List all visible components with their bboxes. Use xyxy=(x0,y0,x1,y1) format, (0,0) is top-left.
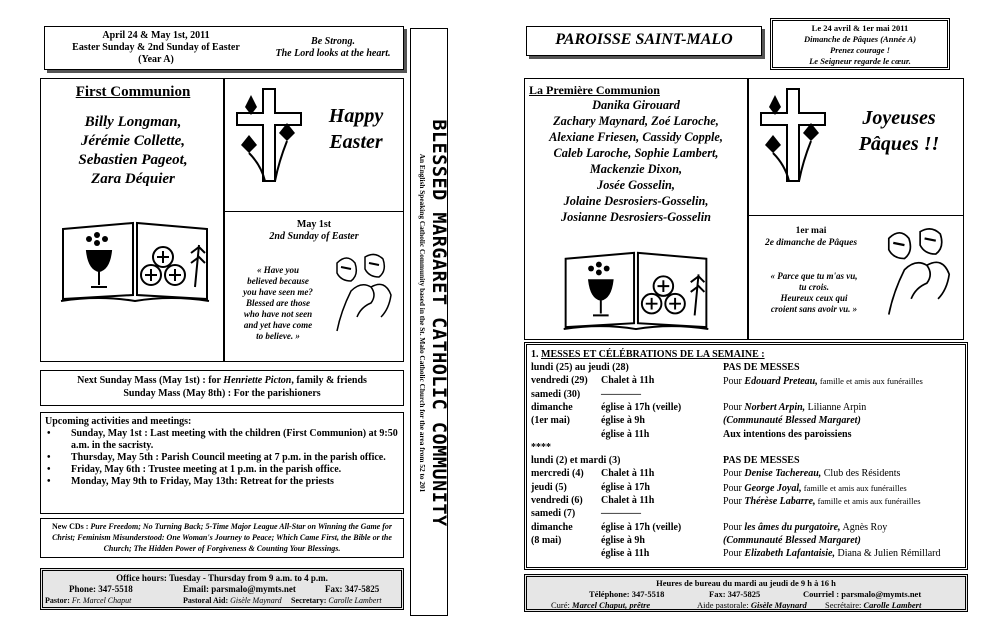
email-fr: Courriel : parsmalo@mymts.net xyxy=(803,589,922,599)
communicant-name: Jérémie Collette, xyxy=(80,133,186,149)
cure-name: Marcel Chaput, prêtre xyxy=(572,600,651,610)
parish-title: PAROISSE SAINT-MALO xyxy=(555,31,733,48)
schedule-place: ———— xyxy=(601,508,641,520)
left-header xyxy=(44,26,404,70)
schedule-intention: Aux intentions des paroissiens xyxy=(723,428,852,440)
schedule-row xyxy=(531,508,967,520)
quote-line: Heureux ceux qui xyxy=(780,293,848,303)
schedule-extra: famille et amis aux funérailles xyxy=(817,376,923,387)
schedule-row xyxy=(531,495,967,507)
mass-line-1-prefix: Next Sunday Mass (May 1st) : for xyxy=(77,375,224,386)
schedule-place: église à 17h (veille) xyxy=(601,401,682,413)
schedule-row xyxy=(531,429,967,441)
right-feature-box xyxy=(524,78,964,340)
aid-label: Pastoral Aid: xyxy=(183,596,231,605)
schedule-day: (8 mai) xyxy=(531,534,562,546)
pastor-label: Pastor: xyxy=(45,596,72,605)
quote-line: croient sans avoir vu. » xyxy=(770,304,858,314)
schedule-extra: famille et amis aux funérailles xyxy=(815,496,921,506)
schedule-extra: Club des Résidents xyxy=(821,468,901,480)
easter-cross-lilies-illustration xyxy=(231,85,307,185)
header-year: (Year A) xyxy=(138,54,174,65)
fax-fr: Fax: 347-5825 xyxy=(709,589,761,599)
office-hours-fr: Heures de bureau du mardi au jeudi de 9 h à 16 h xyxy=(656,578,836,588)
schedule-row xyxy=(531,468,967,480)
schedule-row xyxy=(531,482,967,494)
schedule-place: ———— xyxy=(601,388,641,400)
quote-line: believed because xyxy=(247,276,309,286)
schedule-day: samedi (7) xyxy=(531,508,576,520)
communicant-name: Alexiane Friesen, Cassidy Copple, xyxy=(549,130,723,144)
cure-label: Curé: xyxy=(551,600,573,610)
communicant-name: Billy Longman, xyxy=(84,114,182,130)
email: Email: parsmalo@mymts.net xyxy=(183,584,296,594)
mass-line-2: Sunday Mass (May 8th) : For the parishioners xyxy=(123,388,321,399)
schedule-number: 1. xyxy=(531,349,541,360)
schedule-row xyxy=(531,402,967,414)
mass-line-1-suffix: , family & friends xyxy=(291,375,367,386)
activity-item: Thursday, May 5th : Parish Council meeting at 7 p.m. in the parish office. xyxy=(71,452,386,463)
schedule-day: vendredi (29) xyxy=(531,375,588,387)
communicant-name: Josianne Desrosiers-Gosselin xyxy=(561,210,711,224)
schedule-place: église à 17h (veille) xyxy=(601,521,682,533)
activity-item: Friday, May 6th : Trustee meeting at 1 p.m. in the parish office. xyxy=(71,464,342,475)
mass-intention-name: Henriette Picton xyxy=(223,375,292,386)
schedule-place: Chalet à 11h xyxy=(601,495,655,506)
schedule-day: jeudi (5) xyxy=(531,481,567,493)
spine-box xyxy=(410,28,448,616)
schedule-day: lundi (2) et mardi (3) xyxy=(531,455,621,467)
schedule-day: vendredi (6) xyxy=(531,495,583,506)
schedule-intention: (Communauté Blessed Margaret) xyxy=(723,534,861,546)
schedule-row xyxy=(531,389,967,401)
schedule-row xyxy=(531,375,967,387)
header-dates: April 24 & May 1st, 2011 xyxy=(102,30,210,41)
may1-title: 2nd Sunday of Easter xyxy=(269,231,359,242)
quote-line: you have seen me? xyxy=(243,287,313,297)
quote-line: tu crois. xyxy=(798,282,829,292)
activities-title: Upcoming activities and meetings: xyxy=(45,416,192,427)
easter-cross-lilies-illustration xyxy=(755,85,831,185)
new-cds-list: Pure Freedom; No Turning Back; 5-Time Major League All-Star on Winning the Game for Christ; Feminism Misunderstood: One Woman's Journey to Peace; Which Came First, the Bible or the Church; The Hidden Power of Forgiveness & Counting Your Blessings. xyxy=(52,522,392,553)
schedule-intention: Pour Edouard Preteau, famille et amis aux funérailles xyxy=(723,376,923,388)
schedule-intention: Pour Elizabeth Lafantaisie, Diana & Julien Rémillard xyxy=(723,548,941,560)
bible-chalice-illustration xyxy=(59,217,211,305)
greeting-easter: Easter xyxy=(329,131,383,153)
quote-line: to believe. » xyxy=(256,331,300,341)
schedule-intention: PAS DE MESSES xyxy=(723,455,800,467)
greeting-joyeuses: Joyeuses xyxy=(862,107,936,129)
header-motto-2: The Lord looks at the heart. xyxy=(275,48,391,59)
quote-line: « Have you xyxy=(257,265,299,275)
schedule-place: église à 17h xyxy=(601,481,650,493)
secretary-label-fr: Secrétaire: xyxy=(825,600,864,610)
mai1-date: 1er mai xyxy=(795,226,827,236)
new-cds-box xyxy=(40,518,404,558)
phone-fr: Téléphone: 347-5518 xyxy=(589,589,665,599)
schedule-row xyxy=(531,455,967,467)
schedule-row xyxy=(531,535,967,547)
schedule-day: (1er mai) xyxy=(531,415,570,427)
schedule-title: MESSES ET CÉLÉBRATIONS DE LA SEMAINE : xyxy=(541,349,765,360)
schedule-extra: Lilianne Arpin xyxy=(805,401,867,413)
may1-date: May 1st xyxy=(296,219,332,230)
header-dates-fr: Le 24 avril & 1er mai 2011 xyxy=(811,23,909,33)
secretary-name: Carolle Lambert xyxy=(328,596,382,605)
schedule-place: église à 9h xyxy=(601,415,645,427)
header-occasion-fr: Dimanche de Pâques (Année A) xyxy=(803,34,917,44)
communicant-name: Jolaine Desrosiers-Gosselin, xyxy=(563,194,709,208)
schedule-extra: Agnès Roy xyxy=(840,521,888,533)
activity-item: Sunday, May 1st : Last meeting with the children (First Communion) at 9:50 a.m. in the sacristy. xyxy=(71,428,398,451)
schedule-day: lundi (25) au jeudi (28) xyxy=(531,362,629,373)
schedule-place: église à 11h xyxy=(601,428,650,440)
schedule-intention: PAS DE MESSES xyxy=(723,362,800,373)
schedule-intention: (Communauté Blessed Margaret) xyxy=(723,415,861,427)
aid-name-fr: Gisèle Maynard xyxy=(750,600,807,610)
left-feature-box xyxy=(40,78,404,362)
schedule-row xyxy=(531,442,967,454)
communicant-name: Josée Gosselin, xyxy=(597,178,675,192)
activities-box: Upcoming activities and meetings: • Sunday, May 1st : Last meeting with the children (First Communion) at 9:50 a.m. in the sacristy. • Thursday, May 5th : Parish Council meeting at 7 p.m. in the parish office. • Friday, May 6th : Trustee meeting at 1 p.m. in the parish office. • Monday, May 9th to Friday, May 13th: Retreat for the priests xyxy=(40,412,404,514)
schedule-intention: Pour les âmes du purgatoire, Agnès Roy xyxy=(723,521,888,533)
activity-item: Monday, May 9th to Friday, May 13th: Retreat for the priests xyxy=(71,476,334,487)
quote-line: and yet have come xyxy=(243,320,313,330)
schedule-place: église à 9h xyxy=(601,534,645,546)
communicant-name: Zachary Maynard, Zoé Laroche, xyxy=(553,114,719,128)
apostles-hands-illustration xyxy=(331,251,397,335)
greeting-paques: Pâques !! xyxy=(858,133,940,155)
schedule-row xyxy=(531,362,967,374)
communicant-name: Mackenzie Dixon, xyxy=(589,162,683,176)
schedule-day: dimanche xyxy=(531,521,573,533)
header-occasion: Easter Sunday & 2nd Sunday of Easter xyxy=(72,42,240,53)
communicant-name: Danika Girouard xyxy=(592,98,680,112)
schedule-intention: Pour Norbert Arpin, Lilianne Arpin xyxy=(723,401,867,413)
masses-box xyxy=(40,370,404,406)
schedule-day: mercredi (4) xyxy=(531,468,584,480)
community-title: BLESSED MARGARET CATHOLIC COMMUNITY xyxy=(428,119,449,527)
right-footer xyxy=(524,574,968,612)
schedule-intention: Pour Denise Tachereau, Club des Résidents xyxy=(723,468,901,480)
schedule-place: Chalet à 11h xyxy=(601,375,655,387)
greeting-happy: Happy xyxy=(328,105,384,127)
community-subtitle: An English Speaking Catholic Community based in the St. Malo Catholic Church for the area from 52 to 201 xyxy=(418,153,427,493)
header-motto-fr-2: Le Seigneur regarde le cœur. xyxy=(809,56,911,66)
apostles-hands-illustration xyxy=(881,225,957,319)
bible-chalice-illustration xyxy=(555,247,717,333)
schedule-box xyxy=(524,342,968,570)
communicant-name: Zara Déquier xyxy=(91,171,175,187)
aid-label-fr: Aide pastorale: xyxy=(697,600,751,610)
secretary-name-fr: Carolle Lambert xyxy=(863,600,922,610)
right-header xyxy=(770,18,950,70)
schedule-intention: Pour George Joyal, famille et amis aux funérailles xyxy=(723,482,907,494)
new-cds-label: New CDs : xyxy=(51,522,91,531)
schedule-place: Chalet à 11h xyxy=(601,468,655,480)
schedule-row xyxy=(531,415,967,427)
communicant-name: Caleb Laroche, Sophie Lambert, xyxy=(553,146,719,160)
schedule-extra: Diana & Julien Rémillard xyxy=(834,548,941,560)
quote-line: who have not seen xyxy=(243,309,313,319)
header-motto-fr-1: Prenez courage ! xyxy=(830,45,890,55)
aid-name: Gisèle Maynard xyxy=(230,596,282,605)
schedule-extra: famille et amis aux funérailles xyxy=(801,482,907,493)
header-motto-1: Be Strong. xyxy=(311,36,355,47)
quote-line: « Parce que tu m'as vu, xyxy=(770,271,858,281)
schedule-intention: Pour Thérèse Labarre, famille et amis aux funérailles xyxy=(723,496,921,507)
schedule-day: dimanche xyxy=(531,401,573,413)
schedule-day: samedi (30) xyxy=(531,388,581,400)
parish-title-box xyxy=(526,26,762,56)
first-communion-title: First Communion xyxy=(75,84,191,100)
fax: Fax: 347-5825 xyxy=(325,584,380,594)
left-footer xyxy=(40,568,404,610)
communion-title-fr: La Première Communion xyxy=(529,83,660,97)
communicant-name: Sebastien Pageot, xyxy=(78,152,188,168)
quote-line: Blessed are those xyxy=(246,298,310,308)
office-hours: Office hours: Tuesday - Thursday from 9 a.m. to 4 p.m. xyxy=(116,573,328,583)
schedule-row xyxy=(531,522,967,534)
schedule-row xyxy=(531,548,967,560)
pastor-name: Fr. Marcel Chaput xyxy=(71,596,132,605)
schedule-place: église à 11h xyxy=(601,548,650,560)
secretary-label: Secretary: xyxy=(291,596,329,605)
phone: Phone: 347-5518 xyxy=(69,584,133,594)
mai1-title: 2e dimanche de Pâques xyxy=(764,238,858,248)
schedule-day: **** xyxy=(531,441,551,453)
